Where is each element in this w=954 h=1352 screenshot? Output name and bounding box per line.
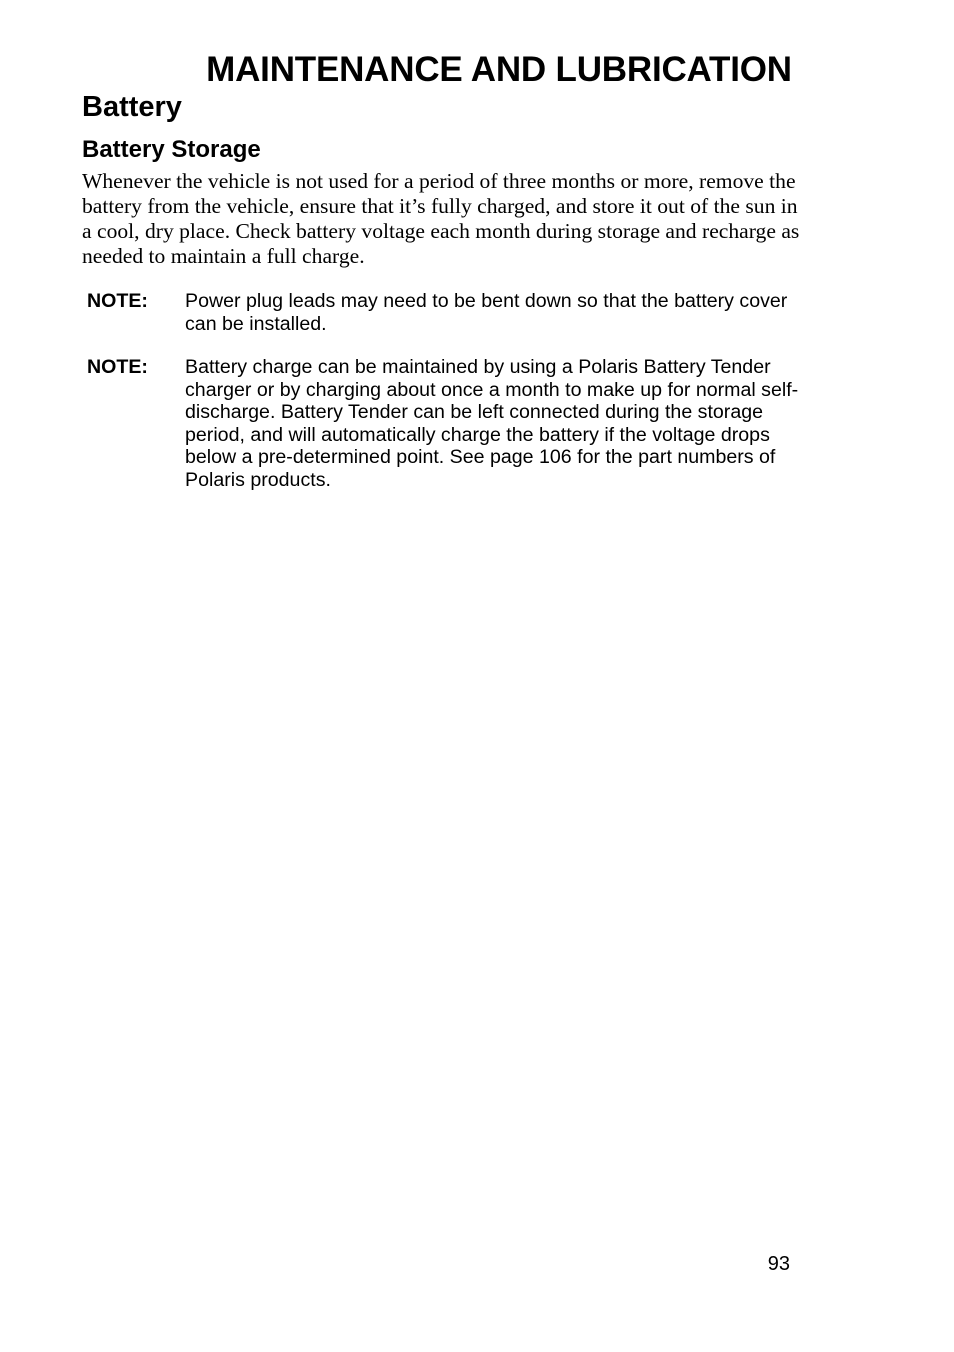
note-text: Power plug leads may need to be bent down so that the battery cover can be installed. xyxy=(185,290,788,335)
page-number: 93 xyxy=(767,1253,790,1275)
chapter-title: MAINTENANCE AND LUBRICATION xyxy=(206,50,792,89)
note-text: Battery charge can be maintained by using a Polaris Battery Tender charger or by charging about once a month to make up for normal self-discharge. Battery Tender can be left connected during the storage period, and will automatically charge the battery if the voltage drops below a pre-determined point. See page 106 for the part numbers of Polaris products. xyxy=(185,356,799,491)
subsection-title: Battery Storage xyxy=(82,136,261,163)
note-battery-tender xyxy=(87,356,807,491)
body-paragraph: Whenever the vehicle is not used for a period of three months or more, remove the battery from the vehicle, ensure that it’s fully charged, and store it out of the sun in a cool, dry place. Check battery voltage each month during storage and recharge as needed to maintain a full charge. xyxy=(82,169,800,268)
note-label: NOTE: xyxy=(87,356,148,378)
section-title: Battery xyxy=(82,91,182,123)
note-label: NOTE: xyxy=(87,290,148,312)
note-power-plug xyxy=(87,290,807,335)
